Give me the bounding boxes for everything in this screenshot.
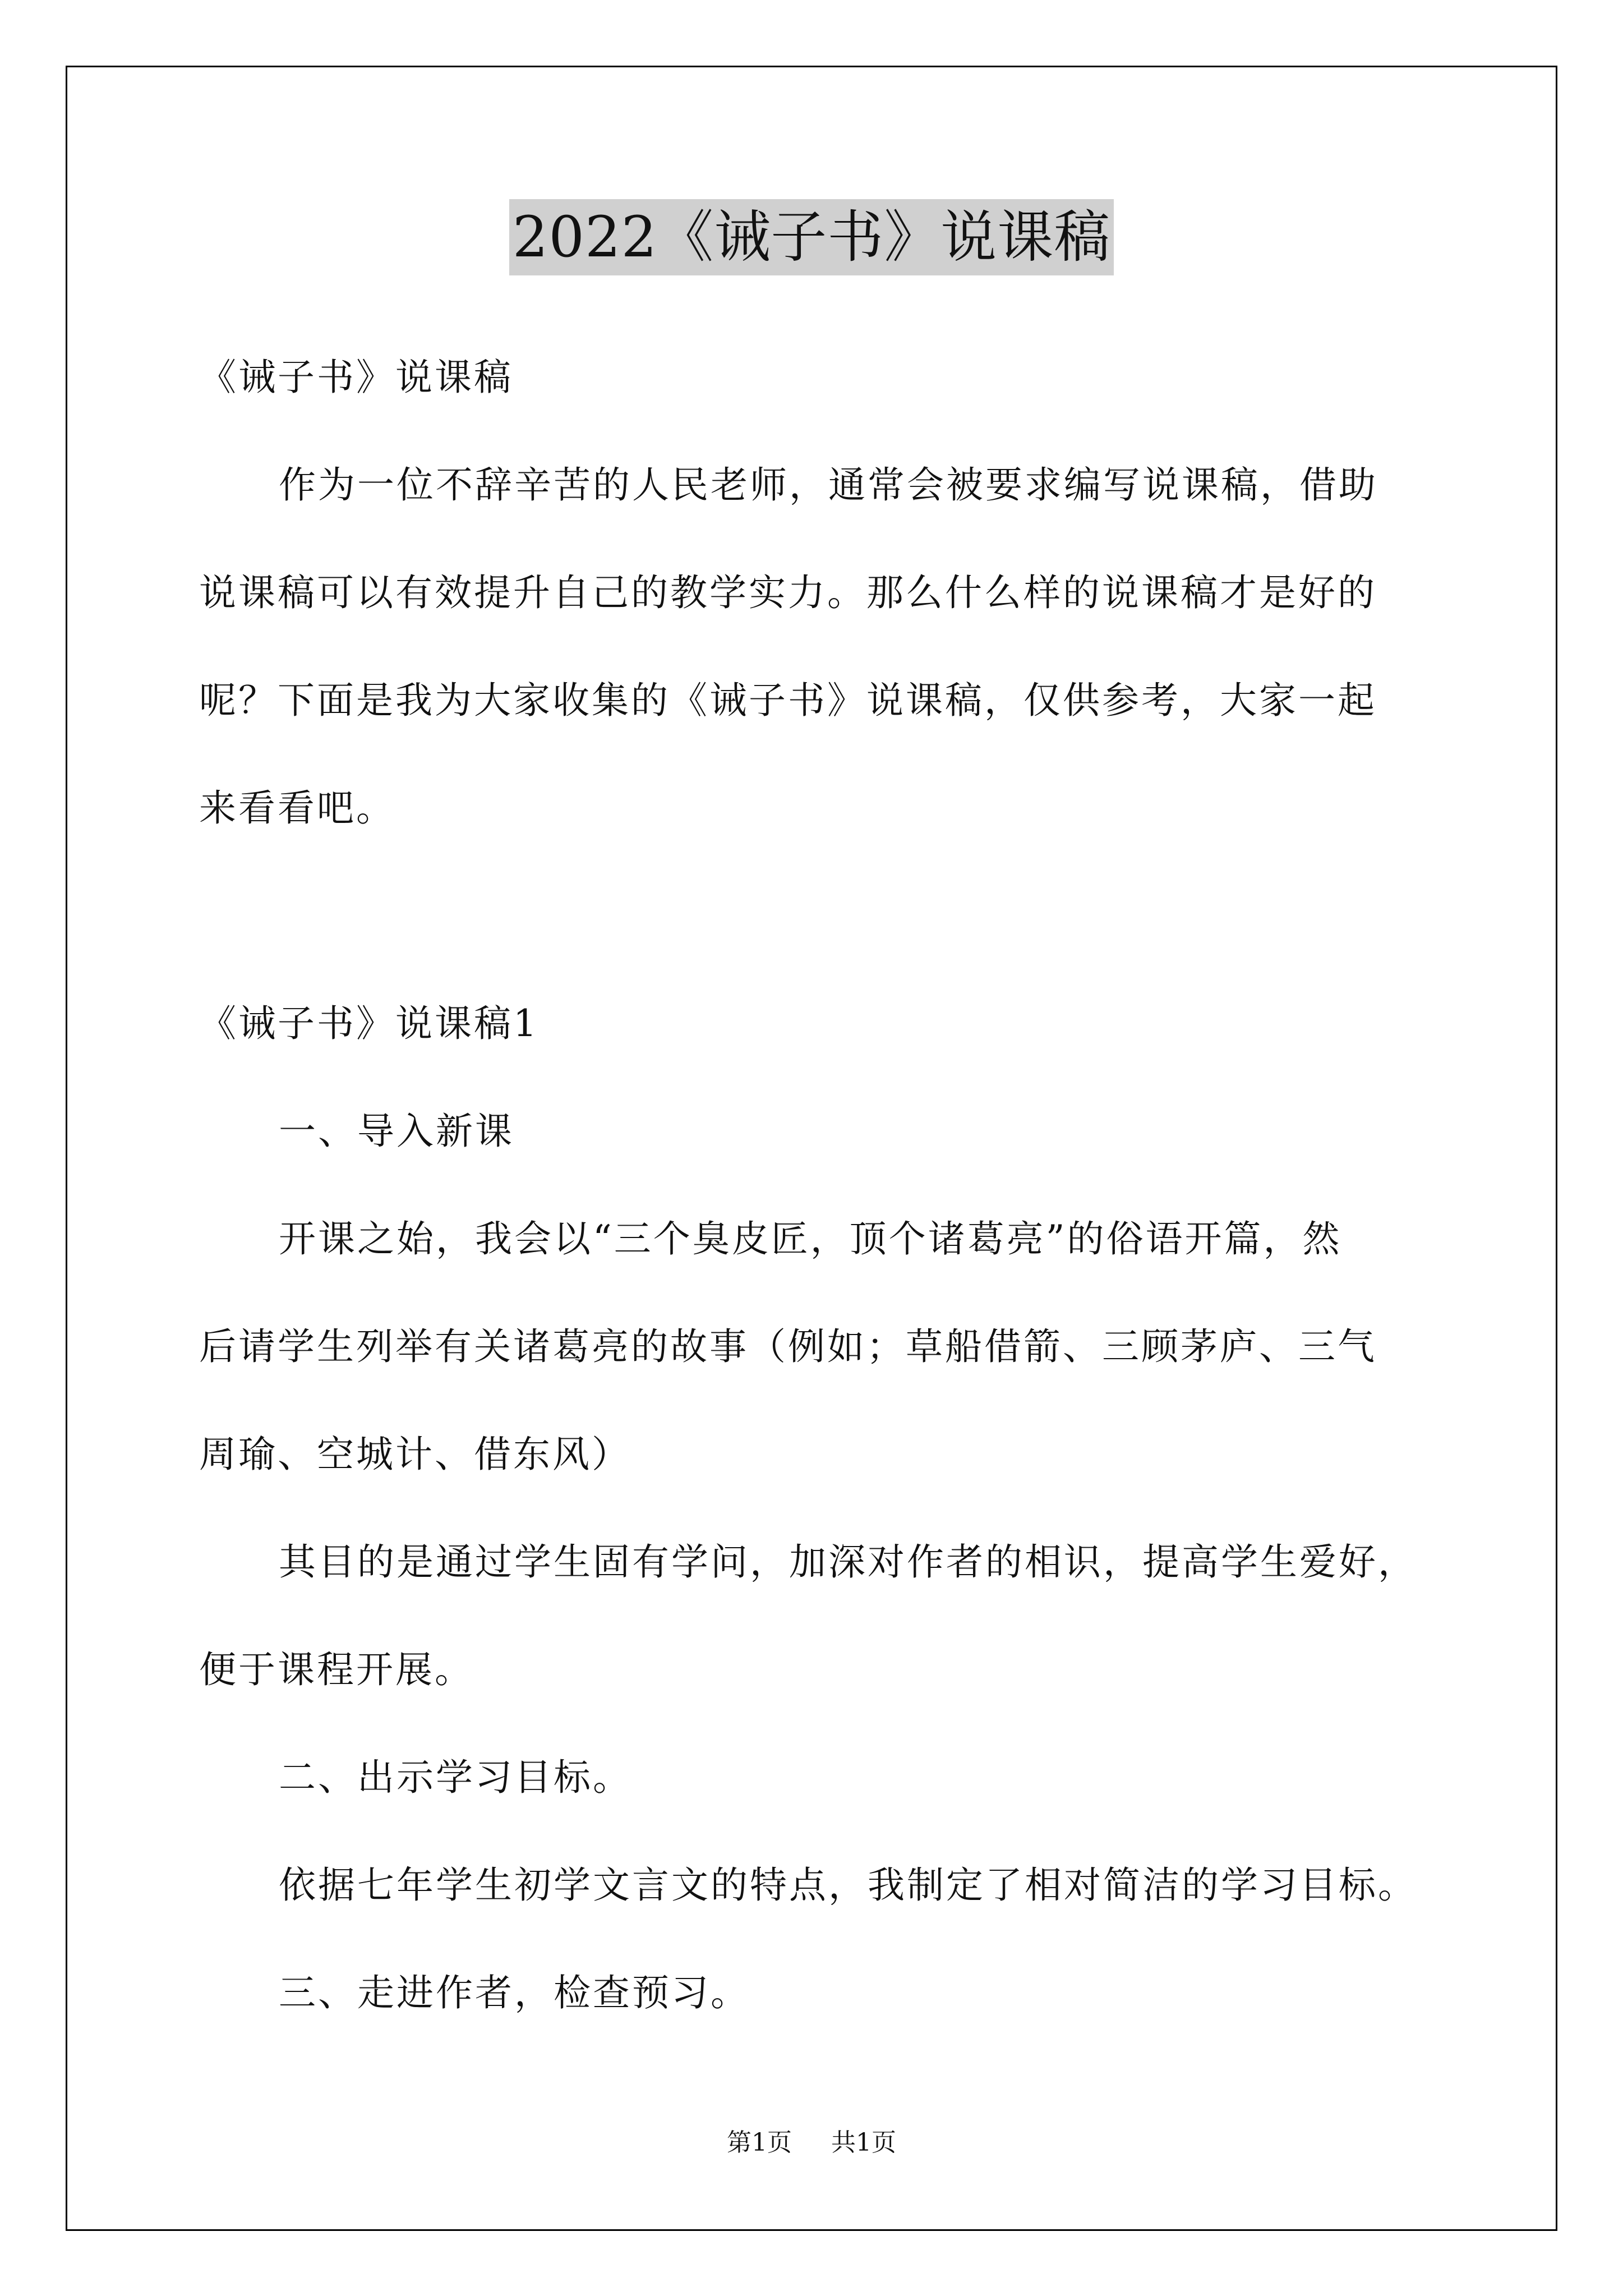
body-line-5: 其目的是通过学生固有学问，加深对作者的相识，提高学生爱好， — [279, 1540, 1417, 1584]
body-line-6: 便于课程开展。 — [199, 1648, 474, 1691]
page-number-current: 第1页 — [727, 2128, 792, 2157]
document-title: 2022《诫子书》说课稿 — [509, 199, 1114, 275]
body-line-3: 后请学生列举有关诸葛亮的故事（例如；草船借箭、三顾茅庐、三气 — [199, 1325, 1377, 1368]
intro-line-3: 呢？下面是我为大家收集的《诫子书》说课稿，仅供参考，大家一起 — [199, 679, 1377, 722]
title-container — [0, 199, 1623, 275]
section-heading: 《诫子书》说课稿1 — [199, 1002, 539, 1045]
body-line-1: 一、导入新课 — [279, 1110, 514, 1153]
page-footer — [0, 2126, 1623, 2160]
intro-line-2: 说课稿可以有效提升自己的教学实力。那么什么样的说课稿才是好的 — [199, 571, 1377, 614]
body-line-4: 周瑜、空城计、借东风） — [199, 1433, 631, 1476]
intro-line-1: 作为一位不辞辛苦的人民老师，通常会被要求编写说课稿，借助 — [279, 463, 1378, 507]
body-line-7: 二、出示学习目标。 — [279, 1756, 632, 1799]
body-line-9: 三、走进作者，检查预习。 — [279, 1971, 750, 2014]
intro-line-4: 来看看吧。 — [199, 786, 395, 830]
body-line-2: 开课之始，我会以“三个臭皮匠，顶个诸葛亮”的俗语开篇，然 — [279, 1217, 1342, 1260]
page-number-total: 共1页 — [831, 2128, 896, 2157]
document-subtitle: 《诫子书》说课稿 — [199, 356, 513, 399]
body-line-8: 依据七年学生初学文言文的特点，我制定了相对简洁的学习目标。 — [279, 1864, 1417, 1907]
